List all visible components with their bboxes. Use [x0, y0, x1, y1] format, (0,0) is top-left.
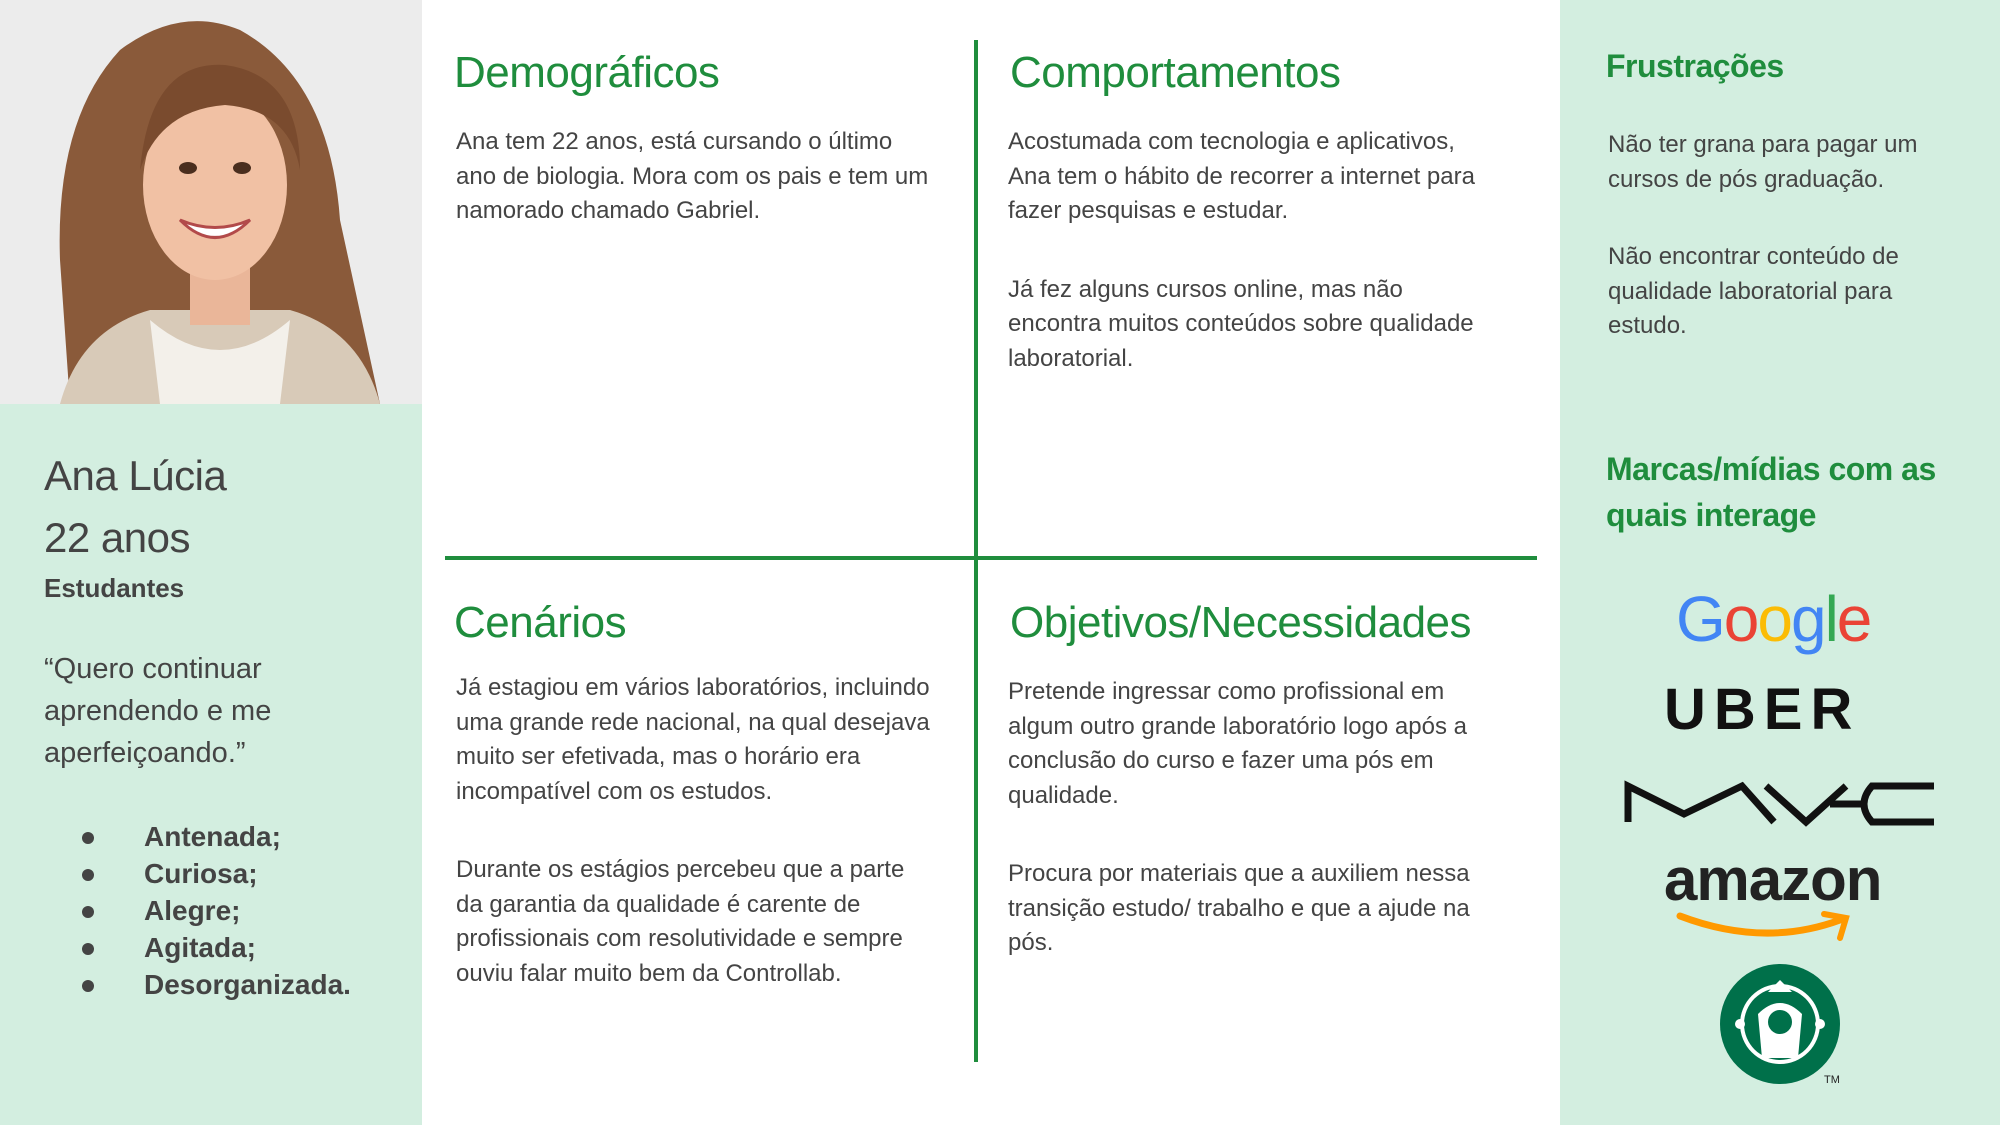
persona-quote: “Quero continuar aprendendo e me aperfeiçoando.” — [44, 653, 272, 769]
objetivos-paragraph: Pretende ingressar como profissional em algum outro grande laboratório logo após a conclusão do curso e fazer uma pós em qualidade. — [1008, 678, 1467, 809]
trait-label: Alegre; — [144, 895, 241, 926]
trait-label: Desorganizada. — [144, 969, 351, 1000]
demograficos-paragraph: Ana tem 22 anos, está cursando o último ano de biologia. Mora com os pais e tem um namorado chamado Gabriel. — [456, 128, 929, 224]
amazon-logo-text: amazon — [1664, 846, 1882, 913]
comportamentos-paragraph: Acostumada com tecnologia e aplicativos, Ana tem o hábito de recorrer a internet para fazer pesquisas e estudar. — [1008, 128, 1475, 224]
bullet-icon — [82, 943, 94, 955]
persona-role: Estudantes — [44, 573, 185, 603]
bullet-icon — [82, 832, 94, 844]
mac-logo — [1624, 778, 1938, 833]
amazon-logo — [1664, 846, 1882, 913]
cenarios-paragraph: Já estagiou em vários laboratórios, incluindo uma grande rede nacional, na qual desejava muito ser efetivada, mas o horário era incompatível com os estudos. — [456, 674, 930, 805]
cenarios-paragraph: Durante os estágios percebeu que a parte da garantia da qualidade é carente de profissionais com resolutividade e sempre ouviu falar muito bem da Controllab. — [456, 856, 905, 987]
trait-item — [72, 818, 351, 855]
trademark-label: TM — [1824, 1074, 1840, 1086]
bullet-icon — [82, 869, 94, 881]
cenarios-title: Cenários — [454, 598, 627, 647]
frustracoes-title: Frustrações — [1606, 48, 1784, 84]
horizontal-divider — [445, 556, 1537, 560]
starbucks-logo — [1718, 962, 1848, 1097]
uber-logo: UBER — [1664, 677, 1861, 742]
demograficos-text — [456, 125, 936, 273]
frustracao-item: Não encontrar conteúdo de qualidade laboratorial para estudo. — [1608, 243, 1899, 339]
objetivos-paragraph: Procura por materiais que a auxiliem nessa transição estudo/ trabalho e que a ajude na pós. — [1008, 860, 1470, 956]
persona-traits-list — [72, 818, 351, 1003]
trait-item — [72, 929, 351, 966]
trait-label: Curiosa; — [144, 858, 258, 889]
objetivos-text — [1008, 675, 1498, 1005]
trait-label: Agitada; — [144, 932, 256, 963]
persona-portrait-image — [0, 0, 422, 404]
trait-item — [72, 892, 351, 929]
marcas-title: Marcas/mídias com as quais interage — [1606, 451, 1936, 533]
bullet-icon — [82, 980, 94, 992]
bullet-icon — [82, 906, 94, 918]
google-logo: Google — [1676, 583, 1871, 655]
persona-photo — [0, 0, 422, 404]
trait-item — [72, 855, 351, 892]
cenarios-text — [456, 671, 936, 1035]
comportamentos-title: Comportamentos — [1010, 48, 1341, 97]
objetivos-title: Objetivos/Necessidades — [1010, 598, 1472, 647]
vertical-divider — [974, 40, 978, 1062]
comportamentos-text — [1008, 125, 1498, 420]
trait-label: Antenada; — [144, 821, 281, 852]
persona-name: Ana Lúcia — [44, 452, 227, 499]
trait-item — [72, 966, 351, 1003]
comportamentos-paragraph: Já fez alguns cursos online, mas não encontra muitos conteúdos sobre qualidade laboratorial. — [1008, 275, 1474, 372]
persona-age: 22 anos — [44, 514, 190, 561]
demograficos-title: Demográficos — [454, 48, 720, 97]
frustracao-item: Não ter grana para pagar um cursos de pós graduação. — [1608, 131, 1918, 193]
